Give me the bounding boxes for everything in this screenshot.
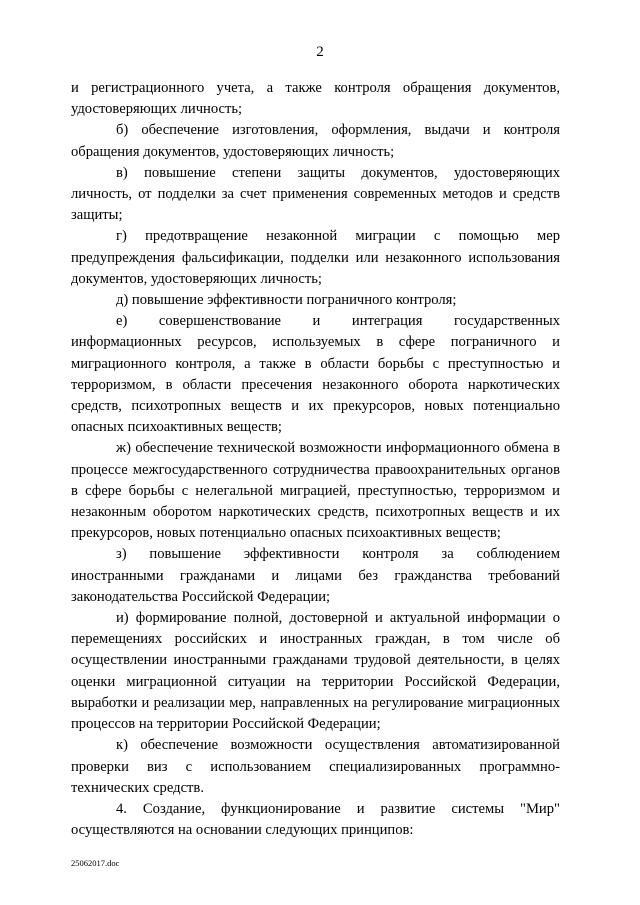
page-number: 2 xyxy=(316,44,324,60)
paragraph-item-i: и) формирование полной, достоверной и актуальной информации о перемещениях российских и иностранных граждан, в том числе об осуществлении иностранными гражданами трудовой деятельности, в целях оценки миграционной ситуации на территории Российской Федерации, выработки и реализации мер, направленных на регулирование миграционных процессов на территории Российской Федерации; xyxy=(71,610,560,733)
paragraph-item-v: в) повышение степени защиты документов, удостоверяющих личность, от подделки за счет применения современных методов и средств защиты; xyxy=(71,164,560,224)
paragraph-section-4: 4. Создание, функционирование и развитие системы "Мир" осуществляются на основании следующих принципов: xyxy=(71,800,560,839)
paragraph-item-k: к) обеспечение возможности осуществления автоматизированной проверки виз с использованием специализированных программно-технических средств. xyxy=(71,737,560,796)
paragraph-item-e: е) совершенствование и интеграция государственных информационных ресурсов, используемых в сфере пограничного и миграционного контроля, а также в области борьбы с преступностью и терроризмом, в области пресечения незаконного оборота наркотических средств, психотропных веществ и их прекурсоров, новых потенциально опасных психоактивных веществ; xyxy=(71,313,560,436)
document-body xyxy=(71,78,560,841)
paragraph-item-g: г) предотвращение незаконной миграции с помощью мер предупреждения фальсификации, подделки или незаконного использования документов, удостоверяющих личность; xyxy=(71,228,560,287)
paragraph-item-zh: ж) обеспечение технической возможности информационного обмена в процессе межгосударственного сотрудничества правоохранительных органов в сфере борьбы с нелегальной миграцией, преступностью, терроризмом и незаконным оборотом наркотических средств, психотропных веществ и их прекурсоров, новых потенциально опасных психоактивных веществ; xyxy=(71,440,560,542)
paragraph-item-d: д) повышение эффективности пограничного контроля; xyxy=(116,292,457,309)
paragraph-continuation: и регистрационного учета, а также контроля обращения документов, удостоверяющих личность; xyxy=(71,80,560,118)
paragraph-item-b: б) обеспечение изготовления, оформления, выдачи и контроля обращения документов, удостоверяющих личность; xyxy=(71,122,560,160)
paragraph-item-z: з) повышение эффективности контроля за соблюдением иностранными гражданами и лицами без гражданства требований законодательства Российской Федерации; xyxy=(71,546,560,605)
footer-filename: 25062017.doc xyxy=(71,858,120,868)
